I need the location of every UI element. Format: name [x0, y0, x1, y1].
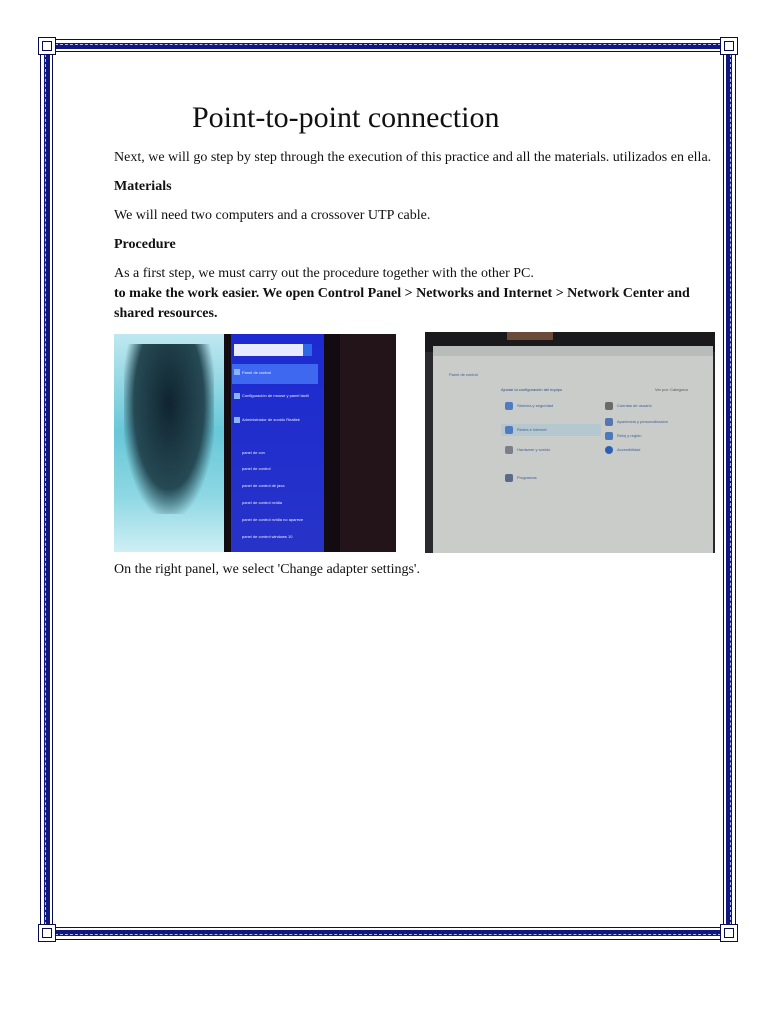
wallpaper-figure: [124, 344, 214, 514]
category-link: Programas: [517, 475, 537, 480]
user-accounts-icon: [605, 402, 613, 410]
view-by: Ver por: Categoría: [655, 387, 688, 392]
search-suggestion: panel de control nvidia: [242, 500, 283, 505]
search-box: [234, 344, 312, 356]
address-bar: [433, 346, 713, 356]
corner-ornament-top-left: [38, 37, 56, 55]
category-link: Apariencia y personalización: [617, 419, 668, 424]
screen-edge: [340, 334, 396, 552]
breadcrumb: Panel de control: [449, 372, 478, 377]
procedure-bold-paragraph: to make the work easier. We open Control Panel > Networks and Internet > Network Center and shared resources.: [114, 286, 690, 321]
category-link: Cuentas de usuario: [617, 403, 652, 408]
control-panel-icon: [234, 369, 240, 375]
caption-paragraph: On the right panel, we select 'Change adapter settings'.: [114, 562, 420, 577]
search-suggestion: panel de control: [242, 466, 271, 471]
accessibility-icon: [605, 446, 613, 454]
search-suggestion: panel de con: [242, 450, 265, 455]
network-icon: [505, 426, 513, 434]
document-body: [114, 96, 726, 580]
mouse-settings-icon: [234, 393, 240, 399]
search-icon: [303, 344, 312, 356]
procedure-paragraph: As a first step, we must carry out the procedure together with the other PC.: [114, 266, 534, 281]
sound-manager-icon: [234, 417, 240, 423]
search-suggestion: panel de control de java: [242, 483, 285, 488]
search-suggestion: panel de control nvidia no aparece: [242, 517, 304, 522]
security-icon: [505, 402, 513, 410]
search-result: Configuración de mouse y panel táctil: [242, 393, 309, 398]
materials-heading: Materials: [114, 179, 172, 194]
corner-ornament-bottom-right: [720, 924, 738, 942]
category-link: Accesibilidad: [617, 447, 641, 452]
corner-ornament-bottom-left: [38, 924, 56, 942]
page-title: Point-to-point connection: [192, 101, 500, 134]
category-link: Redes e Internet: [517, 427, 547, 432]
appearance-icon: [605, 418, 613, 426]
start-menu-search-photo: [114, 334, 396, 552]
programs-icon: [505, 474, 513, 482]
search-result: Administrador de sonido Realtek: [242, 417, 300, 422]
procedure-heading: Procedure: [114, 237, 176, 252]
control-panel-window: [433, 346, 713, 553]
intro-paragraph: Next, we will go step by step through the execution of this practice and all the materials. utilizados en ella.: [114, 150, 712, 165]
corner-ornament-top-right: [720, 37, 738, 55]
selected-category-highlight: [501, 424, 601, 436]
control-panel-photo: [425, 332, 715, 553]
window-heading: Ajustar la configuración del equipo: [501, 387, 563, 392]
hardware-sound-icon: [505, 446, 513, 454]
photo-row: [114, 334, 726, 556]
category-link: Hardware y sonido: [517, 447, 551, 452]
clock-region-icon: [605, 432, 613, 440]
category-link: Reloj y región: [617, 433, 642, 438]
webcam-reflection: [507, 332, 553, 340]
search-suggestion: panel de control windows 10: [242, 534, 293, 539]
materials-paragraph: We will need two computers and a crossover UTP cable.: [114, 208, 431, 223]
category-link: Sistema y seguridad: [517, 403, 554, 408]
search-result: Panel de control: [242, 370, 271, 375]
